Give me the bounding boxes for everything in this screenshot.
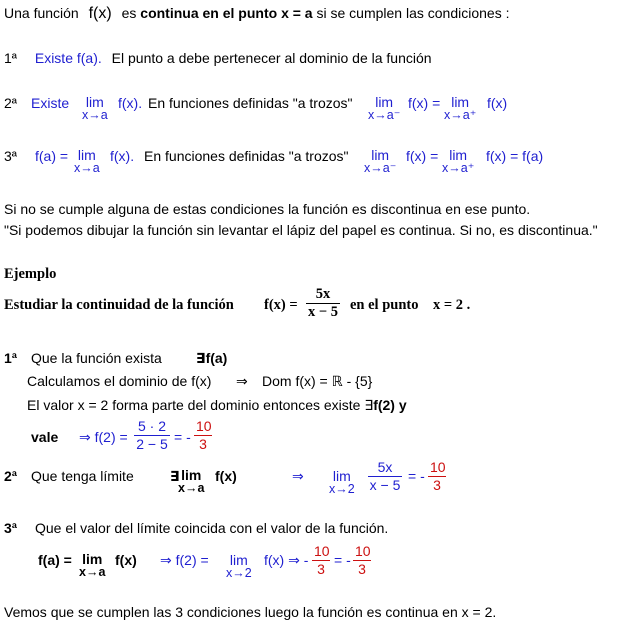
fraction-numerator: 10 bbox=[430, 459, 446, 475]
fraction-denominator: 3 bbox=[358, 561, 366, 577]
example-fx-eq: f(x) = bbox=[264, 297, 298, 313]
step-2-number: 2ª bbox=[4, 468, 17, 484]
lim-subscript: x→a⁺ bbox=[442, 161, 475, 175]
lim-label: lim bbox=[82, 551, 103, 567]
fraction-numerator: 5 · 2 bbox=[134, 419, 170, 436]
lim-label: lim bbox=[181, 467, 202, 483]
lim-subscript: x→a⁻ bbox=[368, 108, 401, 122]
lim-subscript: x→a bbox=[74, 161, 100, 175]
step-1-result bbox=[194, 419, 212, 452]
step-3-limit bbox=[79, 553, 105, 579]
step-1-f2-eq: ⇒ f(2) = bbox=[79, 429, 128, 445]
fraction-denominator: 3 bbox=[317, 561, 325, 577]
condition-2-text: En funciones definidas "a trozos" bbox=[148, 95, 353, 111]
lim-subscript: x→a⁻ bbox=[364, 161, 397, 175]
step-3-limit-2 bbox=[226, 554, 252, 580]
step-2-text: Que tenga límite bbox=[31, 468, 134, 484]
condition-2-eq: f(x) = bbox=[408, 95, 441, 111]
step-2-limit bbox=[178, 469, 204, 495]
intro-text-es: es bbox=[121, 5, 137, 21]
fraction-numerator: 5x bbox=[368, 460, 402, 477]
step-2-fraction bbox=[368, 460, 402, 493]
example-point: x = 2 . bbox=[433, 297, 471, 313]
step-2-arrow: ⇒ bbox=[292, 468, 304, 484]
step-3-fx: f(x) bbox=[115, 552, 137, 568]
condition-1 bbox=[4, 50, 432, 67]
fraction-numerator: 5x bbox=[306, 287, 340, 304]
step-1-fraction bbox=[134, 419, 170, 452]
step-2-fx: f(x) bbox=[215, 468, 237, 484]
condition-3-limit bbox=[74, 149, 100, 175]
fraction-denominator: x − 5 bbox=[307, 304, 338, 320]
intro-bold: continua en el punto x = a bbox=[140, 5, 313, 21]
step-3-fraction-2 bbox=[353, 544, 371, 577]
step-3-fa-eq: f(a) = bbox=[38, 552, 72, 568]
condition-3-fx: f(x). bbox=[110, 148, 135, 164]
paragraph-discontinuous: Si no se cumple alguna de estas condiciones la función es discontinua en ese punto. bbox=[4, 201, 531, 217]
step-3-number: 3ª bbox=[4, 520, 17, 536]
condition-2-limit bbox=[82, 96, 108, 122]
step-1-vale: vale bbox=[31, 429, 59, 445]
example-statement: Estudiar la continuidad de la función bbox=[4, 297, 234, 313]
lim-label: lim bbox=[375, 94, 394, 110]
example-fraction bbox=[306, 287, 340, 320]
step-1-domain: Dom f(x) = ℝ - {5} bbox=[262, 373, 373, 389]
step-2-exists: ∃ bbox=[170, 468, 180, 484]
lim-label: lim bbox=[229, 552, 248, 568]
fraction-denominator: 3 bbox=[433, 477, 441, 493]
step-3-fraction-1 bbox=[312, 544, 330, 577]
lim-label: lim bbox=[77, 147, 96, 163]
step-2-eq-minus: = - bbox=[408, 468, 425, 484]
condition-3-fx-end: f(x) = f(a) bbox=[486, 148, 544, 164]
intro-text: Una función bbox=[4, 5, 79, 21]
condition-3-left-limit bbox=[364, 149, 396, 175]
fraction-numerator: 10 bbox=[314, 543, 330, 559]
lim-subscript: x→2 bbox=[226, 566, 252, 580]
step-2-result bbox=[428, 460, 446, 493]
intro-text-end: si se cumplen las condiciones : bbox=[316, 5, 510, 21]
step-3-text: Que el valor del límite coincida con el valor de la función. bbox=[35, 520, 389, 536]
condition-number: 1ª bbox=[4, 50, 17, 66]
intro-function: f(x) bbox=[88, 5, 112, 22]
condition-3-number: 3ª bbox=[4, 148, 17, 164]
fraction-denominator: 2 − 5 bbox=[136, 436, 168, 452]
step-1-f2-exists: f(2) y bbox=[373, 397, 407, 413]
condition-2-right-limit bbox=[444, 96, 476, 122]
lim-label: lim bbox=[449, 147, 468, 163]
lim-label: lim bbox=[85, 94, 104, 110]
step-1-number: 1ª bbox=[4, 350, 17, 366]
example-at-point: en el punto bbox=[350, 297, 419, 313]
condition-1-exists: Existe f(a). bbox=[34, 50, 102, 66]
conclusion: Vemos que se cumplen las 3 condiciones luego la función es continua en x = 2. bbox=[4, 604, 497, 620]
step-1-value-text bbox=[27, 397, 407, 414]
condition-2-left-limit bbox=[368, 96, 400, 122]
step-1-domain-text: Calculamos el dominio de f(x) bbox=[27, 373, 212, 389]
lim-label: lim bbox=[451, 94, 470, 110]
fraction-denominator: x − 5 bbox=[369, 477, 401, 493]
step-2-limit-2 bbox=[329, 470, 355, 496]
condition-2-exists: Existe bbox=[31, 95, 70, 111]
condition-3-eq: f(x) = bbox=[406, 148, 439, 164]
example-heading: Ejemplo bbox=[4, 266, 57, 282]
condition-3-text: En funciones definidas "a trozos" bbox=[144, 148, 349, 164]
lim-subscript: x→a bbox=[79, 565, 106, 579]
lim-subscript: x→a bbox=[178, 481, 205, 495]
step-3-fx-arrow: f(x) ⇒ - bbox=[264, 552, 309, 568]
condition-2-fx-end: f(x) bbox=[487, 95, 508, 111]
step-3-eq-minus: = - bbox=[334, 552, 351, 568]
fraction-denominator: 3 bbox=[199, 436, 207, 452]
condition-3-right-limit bbox=[442, 149, 474, 175]
condition-2-number: 2ª bbox=[4, 95, 17, 111]
fraction-numerator: 10 bbox=[355, 543, 371, 559]
step-3-f2-eq: ⇒ f(2) = bbox=[160, 552, 209, 568]
step-1-arrow: ⇒ bbox=[236, 373, 248, 389]
lim-label: lim bbox=[371, 147, 390, 163]
step-1-value-sentence: El valor x = 2 forma parte del dominio entonces existe ∃ bbox=[27, 397, 374, 413]
condition-2-fx: f(x). bbox=[118, 95, 143, 111]
paragraph-pencil-quote: "Si podemos dibujar la función sin levantar el lápiz del papel es continua. Si no, es discontinua." bbox=[4, 222, 598, 238]
step-1-text: Que la función exista bbox=[31, 350, 162, 366]
step-1-exists: ∃f(a) bbox=[196, 350, 228, 366]
lim-subscript: x→a bbox=[82, 108, 108, 122]
lim-subscript: x→2 bbox=[329, 482, 355, 496]
lim-label: lim bbox=[332, 468, 351, 484]
condition-1-text: El punto a debe pertenecer al dominio de la función bbox=[111, 50, 432, 66]
lim-subscript: x→a⁺ bbox=[444, 108, 477, 122]
step-1-eq-minus: = - bbox=[174, 429, 191, 445]
intro-line bbox=[4, 5, 510, 22]
fraction-numerator: 10 bbox=[196, 418, 212, 434]
condition-3-fa: f(a) = bbox=[35, 148, 69, 164]
